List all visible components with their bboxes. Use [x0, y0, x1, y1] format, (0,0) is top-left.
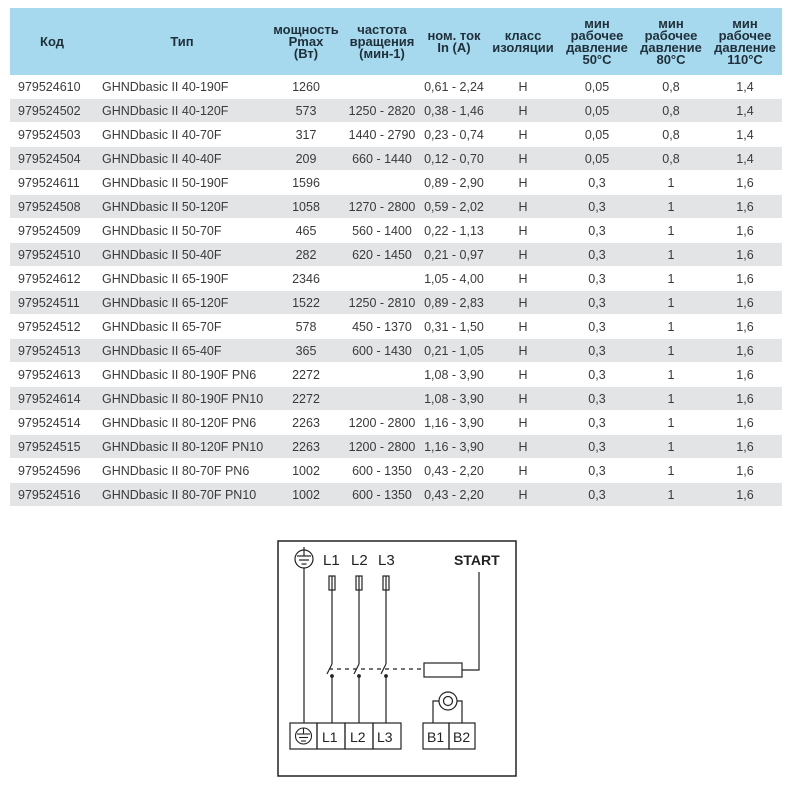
- table-row: [10, 243, 782, 267]
- cell-power: 1260: [270, 75, 342, 99]
- cell-current: 0,23 - 0,74: [422, 123, 486, 147]
- cell-insulation: H: [486, 243, 560, 267]
- phase-l2-circuit: [354, 576, 362, 723]
- cell-p50: 0,3: [560, 435, 634, 459]
- cell-p80: 1: [634, 291, 708, 315]
- cell-type: GHNDbasic II 80-70F PN10: [94, 483, 270, 507]
- cell-current: 0,59 - 2,02: [422, 195, 486, 219]
- cell-speed: [342, 171, 422, 195]
- header-line: рабочее: [570, 27, 624, 43]
- header-pressure-110: [708, 8, 782, 75]
- cell-p110: 1,6: [708, 219, 782, 243]
- cell-insulation: H: [486, 171, 560, 195]
- cell-p80: 1: [634, 459, 708, 483]
- table-row: [10, 291, 782, 315]
- cell-power: 2272: [270, 363, 342, 387]
- cell-type: GHNDbasic II 40-120F: [94, 99, 270, 123]
- table-row: [10, 363, 782, 387]
- cell-speed: 600 - 1350: [342, 459, 422, 483]
- header-line: класс: [504, 27, 542, 43]
- cell-code: 979524512: [10, 315, 94, 339]
- cell-p80: 1: [634, 243, 708, 267]
- cell-type: GHNDbasic II 40-70F: [94, 123, 270, 147]
- cell-p80: 1: [634, 411, 708, 435]
- cell-power: 317: [270, 123, 342, 147]
- cell-type: GHNDbasic II 65-70F: [94, 315, 270, 339]
- cell-code: 979524508: [10, 195, 94, 219]
- cell-code: 979524513: [10, 339, 94, 363]
- cell-speed: 1270 - 2800: [342, 195, 422, 219]
- cell-code: 979524614: [10, 387, 94, 411]
- start-label: START: [454, 552, 500, 568]
- header-line: Pmax: [288, 33, 324, 49]
- cell-power: 1596: [270, 171, 342, 195]
- cell-current: 1,16 - 3,90: [422, 435, 486, 459]
- cell-code: 979524516: [10, 483, 94, 507]
- cell-p110: 1,6: [708, 435, 782, 459]
- cell-code: 979524502: [10, 99, 94, 123]
- cell-power: 2346: [270, 267, 342, 291]
- terminal-label: B1: [427, 729, 445, 745]
- cell-insulation: H: [486, 267, 560, 291]
- cell-current: 0,38 - 1,46: [422, 99, 486, 123]
- cell-p50: 0,3: [560, 291, 634, 315]
- cell-power: 578: [270, 315, 342, 339]
- cell-speed: 660 - 1440: [342, 147, 422, 171]
- cell-p110: 1,6: [708, 387, 782, 411]
- ground-icon: [296, 728, 312, 744]
- cell-current: 0,43 - 2,20: [422, 483, 486, 507]
- cell-p50: 0,05: [560, 75, 634, 99]
- cell-p80: 1: [634, 267, 708, 291]
- cell-type: GHNDbasic II 80-120F PN6: [94, 411, 270, 435]
- header-line: 50°C: [582, 51, 612, 67]
- cell-p110: 1,4: [708, 99, 782, 123]
- cell-speed: 1200 - 2800: [342, 411, 422, 435]
- cell-speed: 450 - 1370: [342, 315, 422, 339]
- cell-p80: 1: [634, 363, 708, 387]
- cell-speed: 600 - 1430: [342, 339, 422, 363]
- cell-p110: 1,6: [708, 171, 782, 195]
- spec-table: [10, 8, 782, 507]
- cell-code: 979524503: [10, 123, 94, 147]
- cell-type: GHNDbasic II 80-120F PN10: [94, 435, 270, 459]
- cell-power: 209: [270, 147, 342, 171]
- header-code: [10, 8, 94, 75]
- lamp-wire-b2: [457, 701, 462, 723]
- cell-type: GHNDbasic II 50-70F: [94, 219, 270, 243]
- table-header-row: [10, 8, 782, 75]
- header-line: ном. ток: [427, 27, 481, 43]
- cell-p80: 0,8: [634, 99, 708, 123]
- table-row: [10, 435, 782, 459]
- table-row: [10, 219, 782, 243]
- diagram-frame: [278, 541, 516, 776]
- table-row: [10, 411, 782, 435]
- cell-current: 0,89 - 2,83: [422, 291, 486, 315]
- cell-p80: 1: [634, 195, 708, 219]
- cell-p80: 1: [634, 219, 708, 243]
- cell-p80: 1: [634, 171, 708, 195]
- cell-current: 0,43 - 2,20: [422, 459, 486, 483]
- cell-p50: 0,05: [560, 123, 634, 147]
- cell-p50: 0,3: [560, 411, 634, 435]
- cell-p80: 1: [634, 339, 708, 363]
- cell-code: 979524504: [10, 147, 94, 171]
- cell-code: 979524511: [10, 291, 94, 315]
- cell-current: 0,21 - 1,05: [422, 339, 486, 363]
- table-row: [10, 339, 782, 363]
- cell-p80: 0,8: [634, 123, 708, 147]
- header-speed: [342, 8, 422, 75]
- cell-p80: 0,8: [634, 147, 708, 171]
- cell-p110: 1,6: [708, 243, 782, 267]
- cell-power: 1522: [270, 291, 342, 315]
- cell-current: 0,89 - 2,90: [422, 171, 486, 195]
- cell-insulation: H: [486, 411, 560, 435]
- cell-insulation: H: [486, 219, 560, 243]
- cell-power: 365: [270, 339, 342, 363]
- header-line: (Вт): [293, 45, 319, 61]
- cell-p50: 0,3: [560, 483, 634, 507]
- cell-p110: 1,6: [708, 483, 782, 507]
- terminal-label: L2: [350, 729, 366, 745]
- cell-code: 979524596: [10, 459, 94, 483]
- cell-code: 979524509: [10, 219, 94, 243]
- cell-code: 979524611: [10, 171, 94, 195]
- header-line: рабочее: [644, 27, 698, 43]
- cell-p110: 1,4: [708, 75, 782, 99]
- cell-p80: 1: [634, 435, 708, 459]
- header-line: мин: [732, 15, 758, 31]
- start-wire: [462, 572, 479, 670]
- header-line: рабочее: [718, 27, 772, 43]
- cell-power: 1002: [270, 483, 342, 507]
- cell-type: GHNDbasic II 50-120F: [94, 195, 270, 219]
- cell-insulation: H: [486, 147, 560, 171]
- relay-coil-icon: [424, 663, 462, 677]
- header-line: давление: [640, 39, 702, 55]
- cell-p110: 1,6: [708, 267, 782, 291]
- cell-type: GHNDbasic II 80-190F PN6: [94, 363, 270, 387]
- cell-p110: 1,4: [708, 123, 782, 147]
- table-row: [10, 195, 782, 219]
- cell-power: 1002: [270, 459, 342, 483]
- header-insulation: [486, 8, 560, 75]
- cell-type: GHNDbasic II 40-190F: [94, 75, 270, 99]
- cell-power: 282: [270, 243, 342, 267]
- cell-p50: 0,3: [560, 171, 634, 195]
- header-line: изоляции: [492, 39, 554, 55]
- cell-speed: 600 - 1350: [342, 483, 422, 507]
- cell-code: 979524514: [10, 411, 94, 435]
- header-pressure-80: [634, 8, 708, 75]
- cell-type: GHNDbasic II 80-190F PN10: [94, 387, 270, 411]
- cell-p110: 1,6: [708, 315, 782, 339]
- cell-type: GHNDbasic II 50-40F: [94, 243, 270, 267]
- header-line: мощность: [273, 21, 339, 37]
- header-power: [270, 8, 342, 75]
- cell-type: GHNDbasic II 80-70F PN6: [94, 459, 270, 483]
- header-type: [94, 8, 270, 75]
- header-line: давление: [566, 39, 628, 55]
- cell-code: 979524612: [10, 267, 94, 291]
- table-row: [10, 171, 782, 195]
- cell-p50: 0,05: [560, 147, 634, 171]
- header-pressure-50: [560, 8, 634, 75]
- terminal-label: B2: [453, 729, 471, 745]
- cell-p110: 1,4: [708, 147, 782, 171]
- cell-current: 0,21 - 0,97: [422, 243, 486, 267]
- cell-p110: 1,6: [708, 195, 782, 219]
- cell-power: 465: [270, 219, 342, 243]
- cell-speed: 620 - 1450: [342, 243, 422, 267]
- table-row: [10, 75, 782, 99]
- cell-p110: 1,6: [708, 459, 782, 483]
- cell-speed: 1200 - 2800: [342, 435, 422, 459]
- terminal-label: L3: [377, 729, 393, 745]
- cell-insulation: H: [486, 459, 560, 483]
- cell-p50: 0,3: [560, 243, 634, 267]
- cell-speed: [342, 267, 422, 291]
- cell-p50: 0,3: [560, 339, 634, 363]
- cell-type: GHNDbasic II 40-40F: [94, 147, 270, 171]
- cell-type: GHNDbasic II 65-190F: [94, 267, 270, 291]
- lamp-icon: [439, 692, 457, 710]
- cell-speed: [342, 363, 422, 387]
- cell-p50: 0,3: [560, 219, 634, 243]
- cell-p50: 0,05: [560, 99, 634, 123]
- cell-current: 0,12 - 0,70: [422, 147, 486, 171]
- cell-p50: 0,3: [560, 267, 634, 291]
- cell-code: 979524515: [10, 435, 94, 459]
- table-row: [10, 99, 782, 123]
- cell-p110: 1,6: [708, 291, 782, 315]
- cell-current: 0,31 - 1,50: [422, 315, 486, 339]
- header-line: давление: [714, 39, 776, 55]
- cell-p80: 1: [634, 483, 708, 507]
- wiring-diagram: [277, 540, 517, 778]
- phase-label: L3: [378, 552, 395, 569]
- cell-speed: 1440 - 2790: [342, 123, 422, 147]
- cell-p50: 0,3: [560, 387, 634, 411]
- cell-power: 573: [270, 99, 342, 123]
- phase-label: L1: [323, 552, 340, 569]
- header-line: (мин-1): [359, 45, 405, 61]
- table-row: [10, 123, 782, 147]
- cell-insulation: H: [486, 75, 560, 99]
- cell-code: 979524610: [10, 75, 94, 99]
- cell-type: GHNDbasic II 50-190F: [94, 171, 270, 195]
- table-row: [10, 315, 782, 339]
- table-row: [10, 387, 782, 411]
- table-row: [10, 459, 782, 483]
- cell-p80: 0,8: [634, 75, 708, 99]
- cell-speed: [342, 75, 422, 99]
- cell-current: 1,05 - 4,00: [422, 267, 486, 291]
- cell-p110: 1,6: [708, 339, 782, 363]
- header-line: 80°C: [656, 51, 686, 67]
- header-line: Тип: [170, 33, 194, 49]
- cell-speed: 1250 - 2810: [342, 291, 422, 315]
- cell-insulation: H: [486, 195, 560, 219]
- cell-code: 979524510: [10, 243, 94, 267]
- cell-insulation: H: [486, 435, 560, 459]
- header-line: In (A): [437, 39, 471, 55]
- cell-p50: 0,3: [560, 195, 634, 219]
- phase-label: L2: [351, 552, 368, 569]
- header-line: частота: [357, 21, 407, 37]
- switch-icon: [354, 664, 360, 677]
- cell-p50: 0,3: [560, 315, 634, 339]
- switch-icon: [327, 664, 333, 677]
- cell-insulation: H: [486, 291, 560, 315]
- phase-l3-circuit: [381, 576, 389, 723]
- cell-p80: 1: [634, 315, 708, 339]
- cell-p50: 0,3: [560, 363, 634, 387]
- table-row: [10, 147, 782, 171]
- terminal-label: L1: [322, 729, 338, 745]
- table-row: [10, 483, 782, 507]
- cell-type: GHNDbasic II 65-40F: [94, 339, 270, 363]
- cell-insulation: H: [486, 483, 560, 507]
- cell-p110: 1,6: [708, 363, 782, 387]
- cell-current: 0,61 - 2,24: [422, 75, 486, 99]
- cell-current: 0,22 - 1,13: [422, 219, 486, 243]
- cell-current: 1,08 - 3,90: [422, 387, 486, 411]
- header-line: Код: [40, 33, 64, 49]
- cell-code: 979524613: [10, 363, 94, 387]
- header-line: вращения: [349, 33, 415, 49]
- header-line: 110°C: [727, 51, 763, 67]
- cell-insulation: H: [486, 123, 560, 147]
- cell-power: 1058: [270, 195, 342, 219]
- cell-current: 1,08 - 3,90: [422, 363, 486, 387]
- cell-insulation: H: [486, 363, 560, 387]
- cell-insulation: H: [486, 99, 560, 123]
- phase-l1-circuit: [327, 576, 335, 723]
- cell-insulation: H: [486, 315, 560, 339]
- cell-insulation: H: [486, 387, 560, 411]
- header-line: мин: [658, 15, 684, 31]
- cell-speed: 1250 - 2820: [342, 99, 422, 123]
- cell-type: GHNDbasic II 65-120F: [94, 291, 270, 315]
- cell-speed: [342, 387, 422, 411]
- ground-icon: [295, 547, 313, 568]
- cell-power: 2263: [270, 435, 342, 459]
- cell-p80: 1: [634, 387, 708, 411]
- cell-power: 2272: [270, 387, 342, 411]
- lamp-wire-b1: [433, 701, 439, 723]
- cell-current: 1,16 - 3,90: [422, 411, 486, 435]
- cell-p50: 0,3: [560, 459, 634, 483]
- table-row: [10, 267, 782, 291]
- cell-speed: 560 - 1400: [342, 219, 422, 243]
- cell-p110: 1,6: [708, 411, 782, 435]
- header-current: [422, 8, 486, 75]
- cell-power: 2263: [270, 411, 342, 435]
- cell-insulation: H: [486, 339, 560, 363]
- switch-icon: [381, 664, 387, 677]
- header-line: мин: [584, 15, 610, 31]
